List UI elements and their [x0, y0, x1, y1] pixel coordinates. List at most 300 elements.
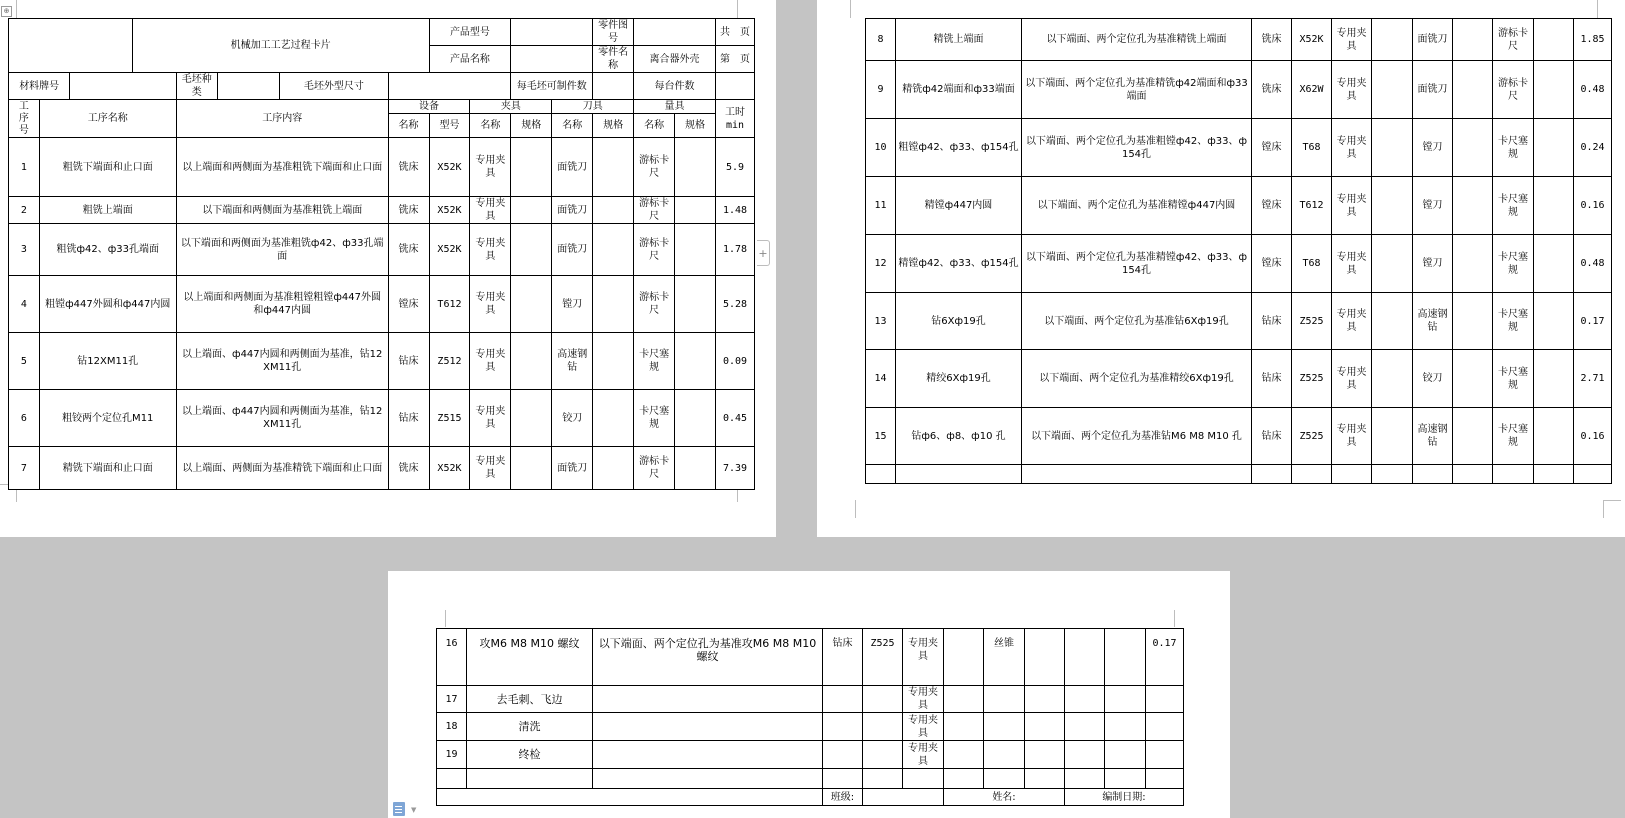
fixture-name-cell[interactable]: 专用夹具: [903, 741, 944, 769]
equipment-name-cell[interactable]: 镗床: [388, 276, 429, 333]
product-model-label: 产品型号: [429, 19, 511, 46]
cutter-spec-cell[interactable]: [1025, 769, 1065, 789]
table-move-handle-icon[interactable]: ⊕: [1, 6, 12, 17]
name-cell[interactable]: 粗铣上端面: [39, 197, 176, 224]
name-cell[interactable]: 攻M6 M8 M10 螺纹: [467, 629, 593, 686]
cutter-name-cell[interactable]: [1413, 465, 1453, 484]
cutter-name-cell[interactable]: 面铣刀: [1413, 19, 1453, 61]
content-cell[interactable]: 以下端面、两个定位孔为基准精镗ф447内圆: [1022, 177, 1252, 235]
seq-cell[interactable]: 8: [866, 19, 896, 61]
seq-cell[interactable]: 4: [9, 276, 40, 333]
cutter-name-cell[interactable]: 铰刀: [552, 390, 593, 447]
equipment-model-cell[interactable]: T612: [429, 276, 470, 333]
cutter-spec-cell[interactable]: [1453, 61, 1493, 119]
gauge-spec-cell[interactable]: [675, 197, 716, 224]
time-cell[interactable]: 0.48: [1574, 61, 1612, 119]
gauge-spec-cell[interactable]: [1534, 408, 1574, 465]
process-card-table-page3: [436, 628, 1184, 806]
gauge-name-cell[interactable]: [1065, 741, 1105, 769]
seq-cell[interactable]: 18: [437, 713, 467, 741]
seq-cell[interactable]: 14: [866, 350, 896, 408]
signature-row: [437, 789, 1184, 806]
fixture-name-cell[interactable]: 专用夹具: [470, 447, 511, 490]
equipment-model-cell[interactable]: X52K: [429, 138, 470, 197]
cutter-spec-cell[interactable]: [593, 447, 634, 490]
fixture-spec-cell[interactable]: [1372, 235, 1413, 293]
time-cell[interactable]: 0.16: [1574, 408, 1612, 465]
fixture-name-cell[interactable]: 专用夹具: [470, 197, 511, 224]
pieces-per-unit-value[interactable]: [715, 73, 754, 100]
gauge-spec-cell[interactable]: [1534, 350, 1574, 408]
cutter-name-cell[interactable]: 面铣刀: [1413, 61, 1453, 119]
seq-cell[interactable]: 11: [866, 177, 896, 235]
content-cell[interactable]: 以下端面、两个定位孔为基准钻M6 M8 M10 孔: [1022, 408, 1252, 465]
time-cell[interactable]: [1146, 686, 1184, 713]
equipment-model-cell[interactable]: Z525: [1292, 350, 1332, 408]
time-cell[interactable]: 5.28: [715, 276, 754, 333]
table-row: [437, 741, 1184, 769]
gauge-name-cell[interactable]: [1065, 629, 1105, 686]
gauge-spec-cell[interactable]: [1534, 235, 1574, 293]
name-cell[interactable]: 粗铣ф42、ф33孔端面: [39, 224, 176, 276]
table-row: [866, 293, 1625, 350]
name-cell[interactable]: 粗镗ф42、ф33、ф154孔: [896, 119, 1022, 177]
cutter-spec-cell[interactable]: [1453, 177, 1493, 235]
seq-cell[interactable]: [437, 769, 467, 789]
equipment-model-cell[interactable]: T68: [1292, 119, 1332, 177]
cutter-name-cell[interactable]: [984, 741, 1025, 769]
fixture-spec-cell[interactable]: [1372, 119, 1413, 177]
content-cell[interactable]: 以下端面和两侧面为基准粗铣上端面: [176, 197, 388, 224]
name-cell[interactable]: 清洗: [467, 713, 593, 741]
equipment-name-cell[interactable]: 铣床: [1252, 61, 1292, 119]
logo-cell: [9, 19, 133, 73]
content-cell[interactable]: 以下端面、两个定位孔为基准精铣上端面: [1022, 19, 1252, 61]
content-cell[interactable]: [1022, 465, 1252, 484]
fixture-name-cell[interactable]: 专用夹具: [1332, 119, 1372, 177]
equipment-name-cell[interactable]: [823, 713, 863, 741]
blank-size-value[interactable]: [388, 73, 511, 100]
time-cell[interactable]: [1146, 713, 1184, 741]
fixture-name-cell[interactable]: [903, 769, 944, 789]
fixture-name-cell[interactable]: 专用夹具: [470, 138, 511, 197]
seq-cell[interactable]: 10: [866, 119, 896, 177]
cutter-spec-cell[interactable]: [1025, 629, 1065, 686]
fixture-spec-cell[interactable]: [1372, 293, 1413, 350]
blank-type-label: 毛坯种类: [176, 73, 217, 100]
gauge-spec-cell[interactable]: [1534, 293, 1574, 350]
cutter-spec-cell[interactable]: [1453, 235, 1493, 293]
gauge-name-cell[interactable]: [1065, 686, 1105, 713]
material-value[interactable]: [70, 73, 176, 100]
crop-mark: [850, 0, 851, 18]
equipment-model-cell[interactable]: X52K: [1292, 19, 1332, 61]
fixture-name-cell[interactable]: 专用夹具: [1332, 350, 1372, 408]
seq-cell[interactable]: 6: [9, 390, 40, 447]
fixture-name-cell[interactable]: 专用夹具: [1332, 61, 1372, 119]
cutter-spec-cell[interactable]: [1025, 686, 1065, 713]
table-row: [9, 197, 755, 224]
cutter-name-cell[interactable]: 高速钢钻: [1413, 408, 1453, 465]
time-cell[interactable]: [1146, 769, 1184, 789]
name-cell[interactable]: 粗镗ф447外圆和ф447内圆: [39, 276, 176, 333]
equipment-model-cell[interactable]: Z525: [1292, 408, 1332, 465]
fixture-name-cell[interactable]: 专用夹具: [1332, 177, 1372, 235]
seq-cell[interactable]: 19: [437, 741, 467, 769]
cutter-spec-cell[interactable]: [1025, 741, 1065, 769]
cutter-name-cell[interactable]: 镗刀: [1413, 119, 1453, 177]
equipment-model-cell[interactable]: [863, 741, 903, 769]
add-row-plus-icon[interactable]: +: [757, 240, 770, 266]
sub-header-gauge-spec: 规格: [675, 114, 716, 138]
content-cell[interactable]: 以下端面、两个定位孔为基准攻M6 M8 M10 螺纹: [593, 629, 823, 686]
name-cell[interactable]: 精铣下端面和止口面: [39, 447, 176, 490]
fixture-name-cell[interactable]: 专用夹具: [903, 686, 944, 713]
equipment-name-cell[interactable]: 镗床: [1252, 119, 1292, 177]
fixture-name-cell[interactable]: 专用夹具: [470, 333, 511, 390]
content-cell[interactable]: [593, 769, 823, 789]
content-cell[interactable]: 以上端面和两侧面为基准粗铣下端面和止口面: [176, 138, 388, 197]
cutter-name-cell[interactable]: 高速钢钻: [1413, 293, 1453, 350]
col-header-name: 工序名称: [39, 100, 176, 138]
cutter-spec-cell[interactable]: [593, 276, 634, 333]
fixture-name-cell[interactable]: 专用夹具: [470, 276, 511, 333]
gauge-spec-cell[interactable]: [1105, 713, 1146, 741]
content-cell[interactable]: [593, 686, 823, 713]
sub-header-fixture-name: 名称: [470, 114, 511, 138]
total-pages-label: 共 页: [715, 19, 754, 46]
seq-cell[interactable]: 9: [866, 61, 896, 119]
gauge-spec-cell[interactable]: [1105, 741, 1146, 769]
time-cell[interactable]: 7.39: [715, 447, 754, 490]
content-cell[interactable]: 以下端面、两个定位孔为基准精绞6Xф19孔: [1022, 350, 1252, 408]
equipment-name-cell[interactable]: 铣床: [1252, 19, 1292, 61]
content-cell[interactable]: 以下端面、两个定位孔为基准精镗ф42、ф33、ф154孔: [1022, 235, 1252, 293]
product-model-value[interactable]: [511, 19, 593, 46]
table-row: [866, 119, 1625, 177]
fixture-name-cell[interactable]: 专用夹具: [1332, 235, 1372, 293]
equipment-model-cell[interactable]: [1292, 465, 1332, 484]
equipment-model-cell[interactable]: X52K: [429, 224, 470, 276]
name-cell[interactable]: 钻6Xф19孔: [896, 293, 1022, 350]
process-card-table-page1: [8, 18, 755, 490]
cutter-name-cell[interactable]: [984, 713, 1025, 741]
paste-options-document-icon[interactable]: [393, 802, 405, 816]
equipment-name-cell[interactable]: 铣床: [388, 138, 429, 197]
gauge-spec-cell[interactable]: [675, 390, 716, 447]
equipment-name-cell[interactable]: 钻床: [388, 333, 429, 390]
cutter-name-cell[interactable]: 镗刀: [552, 276, 593, 333]
fixture-spec-cell[interactable]: [1372, 408, 1413, 465]
gauge-spec-cell[interactable]: [1534, 177, 1574, 235]
gauge-name-cell[interactable]: 游标卡尺: [1493, 61, 1534, 119]
fixture-spec-cell[interactable]: [511, 224, 552, 276]
time-cell[interactable]: 0.17: [1146, 629, 1184, 686]
name-cell[interactable]: 粗铣下端面和止口面: [39, 138, 176, 197]
time-cell[interactable]: [1146, 741, 1184, 769]
time-cell[interactable]: 0.48: [1574, 235, 1612, 293]
cutter-name-cell[interactable]: [984, 686, 1025, 713]
fixture-name-cell[interactable]: 专用夹具: [1332, 408, 1372, 465]
cutter-spec-cell[interactable]: [593, 224, 634, 276]
fixture-spec-cell[interactable]: [1372, 19, 1413, 61]
name-field[interactable]: [944, 789, 1065, 806]
content-cell[interactable]: 以上端面、ф447内圆和两侧面为基准，钻12XM11孔: [176, 390, 388, 447]
table-row: [866, 177, 1625, 235]
gauge-name-cell[interactable]: 卡尺塞规: [1493, 119, 1534, 177]
time-cell[interactable]: 5.9: [715, 138, 754, 197]
class-field[interactable]: [823, 789, 863, 806]
cutter-name-cell[interactable]: 面铣刀: [552, 197, 593, 224]
gauge-spec-cell[interactable]: [1534, 465, 1574, 484]
name-cell[interactable]: [896, 465, 1022, 484]
gauge-spec-cell[interactable]: [1105, 769, 1146, 789]
gauge-name-cell[interactable]: 游标卡尺: [634, 276, 675, 333]
gauge-name-cell[interactable]: [1065, 769, 1105, 789]
fixture-name-cell[interactable]: 专用夹具: [903, 713, 944, 741]
seq-cell[interactable]: 7: [9, 447, 40, 490]
cutter-name-cell[interactable]: 面铣刀: [552, 447, 593, 490]
name-cell[interactable]: 精镗ф42、ф33、ф154孔: [896, 235, 1022, 293]
fixture-name-cell[interactable]: 专用夹具: [903, 629, 944, 686]
gauge-name-cell[interactable]: 卡尺塞规: [634, 390, 675, 447]
fixture-spec-cell[interactable]: [1372, 177, 1413, 235]
fixture-spec-cell[interactable]: [511, 197, 552, 224]
content-cell[interactable]: 以下端面、两个定位孔为基准粗镗ф42、ф33、ф154孔: [1022, 119, 1252, 177]
col-header-equipment: 设备: [388, 100, 470, 114]
equipment-name-cell[interactable]: 铣床: [388, 197, 429, 224]
fixture-spec-cell[interactable]: [511, 276, 552, 333]
date-field[interactable]: [1065, 789, 1184, 806]
cutter-name-cell[interactable]: 镗刀: [1413, 235, 1453, 293]
name-cell[interactable]: 终检: [467, 741, 593, 769]
seq-cell[interactable]: 1: [9, 138, 40, 197]
sub-header-cutter-name: 名称: [552, 114, 593, 138]
fixture-name-cell[interactable]: 专用夹具: [470, 390, 511, 447]
table-row: [9, 224, 755, 276]
gauge-name-cell[interactable]: [1493, 465, 1534, 484]
name-cell[interactable]: 钻ф6、ф8、ф10 孔: [896, 408, 1022, 465]
seq-cell[interactable]: 13: [866, 293, 896, 350]
gauge-spec-cell[interactable]: [1105, 686, 1146, 713]
fixture-spec-cell[interactable]: [511, 138, 552, 197]
gauge-spec-cell[interactable]: [1534, 61, 1574, 119]
content-cell[interactable]: 以上端面、两侧面为基准精铣下端面和止口面: [176, 447, 388, 490]
name-cell[interactable]: 钻12XM11孔: [39, 333, 176, 390]
name-cell[interactable]: 精绞6Xф19孔: [896, 350, 1022, 408]
fixture-spec-cell[interactable]: [1372, 350, 1413, 408]
content-cell[interactable]: 以下端面、两个定位孔为基准钻6Xф19孔: [1022, 293, 1252, 350]
material-label: 材料牌号: [9, 73, 70, 100]
time-unit: min: [725, 119, 745, 131]
equipment-model-cell[interactable]: T612: [1292, 177, 1332, 235]
equipment-model-cell[interactable]: [863, 686, 903, 713]
cutter-spec-cell[interactable]: [593, 333, 634, 390]
fixture-spec-cell[interactable]: [944, 769, 984, 789]
equipment-model-cell[interactable]: X52K: [429, 447, 470, 490]
name-cell[interactable]: 精铣上端面: [896, 19, 1022, 61]
time-cell[interactable]: 0.16: [1574, 177, 1612, 235]
gauge-spec-cell[interactable]: [675, 224, 716, 276]
fixture-name-cell[interactable]: 专用夹具: [1332, 19, 1372, 61]
cutter-name-cell[interactable]: 镗刀: [1413, 177, 1453, 235]
content-cell[interactable]: 以上端面和两侧面为基准粗镗粗镗ф447外圆和ф447内圆: [176, 276, 388, 333]
equipment-name-cell[interactable]: 钻床: [1252, 350, 1292, 408]
content-cell[interactable]: [593, 741, 823, 769]
name-cell[interactable]: [467, 769, 593, 789]
seq-cell[interactable]: 5: [9, 333, 40, 390]
fixture-name-cell[interactable]: [1332, 465, 1372, 484]
equipment-model-cell[interactable]: [863, 769, 903, 789]
col-header-seq: 工序号: [9, 100, 40, 138]
time-cell[interactable]: [1574, 465, 1612, 484]
cutter-spec-cell[interactable]: [1025, 713, 1065, 741]
content-cell[interactable]: [593, 713, 823, 741]
table-row: [437, 713, 1184, 741]
gauge-name-cell[interactable]: 卡尺塞规: [1493, 235, 1534, 293]
seq-cell[interactable]: 3: [9, 224, 40, 276]
equipment-name-cell[interactable]: [823, 686, 863, 713]
table-row: [437, 629, 1184, 686]
crop-mark: [1597, 0, 1615, 18]
gauge-spec-cell[interactable]: [1105, 629, 1146, 686]
process-card-table-page2: [865, 18, 1625, 484]
fixture-spec-cell[interactable]: [944, 686, 984, 713]
equipment-name-cell[interactable]: 钻床: [1252, 293, 1292, 350]
name-cell[interactable]: 去毛刺、飞边: [467, 686, 593, 713]
fixture-spec-cell[interactable]: [944, 629, 984, 686]
equipment-name-cell[interactable]: [823, 741, 863, 769]
seq-cell[interactable]: 12: [866, 235, 896, 293]
time-cell[interactable]: 0.45: [715, 390, 754, 447]
part-drawing-no-value[interactable]: [634, 19, 716, 46]
equipment-name-cell[interactable]: 钻床: [823, 629, 863, 686]
time-cell[interactable]: 0.09: [715, 333, 754, 390]
gauge-spec-cell[interactable]: [675, 333, 716, 390]
fixture-spec-cell[interactable]: [511, 390, 552, 447]
crop-mark: [428, 610, 446, 627]
gauge-name-cell[interactable]: 卡尺塞规: [1493, 350, 1534, 408]
name-cell[interactable]: 精铣ф42端面和ф33端面: [896, 61, 1022, 119]
equipment-name-cell[interactable]: [1252, 465, 1292, 484]
time-cell[interactable]: 1.78: [715, 224, 754, 276]
seq-cell[interactable]: [866, 465, 896, 484]
cutter-name-cell[interactable]: 高速钢钻: [552, 333, 593, 390]
content-cell[interactable]: 以下端面、两个定位孔为基准精铣ф42端面和ф33端面: [1022, 61, 1252, 119]
fixture-spec-cell[interactable]: [944, 713, 984, 741]
equipment-name-cell[interactable]: 钻床: [1252, 408, 1292, 465]
seq-cell[interactable]: 2: [9, 197, 40, 224]
time-cell[interactable]: 0.24: [1574, 119, 1612, 177]
content-cell[interactable]: 以下端面和两侧面为基准粗铣ф42、ф33孔端面: [176, 224, 388, 276]
fixture-name-cell[interactable]: 专用夹具: [1332, 293, 1372, 350]
name-cell[interactable]: 粗铰两个定位孔M11: [39, 390, 176, 447]
part-name-label: 零件名称: [593, 46, 634, 73]
gauge-spec-cell[interactable]: [1534, 19, 1574, 61]
seq-cell[interactable]: 15: [866, 408, 896, 465]
equipment-name-cell[interactable]: 铣床: [388, 447, 429, 490]
chevron-down-icon[interactable]: ▼: [411, 806, 417, 814]
equipment-model-cell[interactable]: X52K: [429, 197, 470, 224]
fixture-spec-cell[interactable]: [944, 741, 984, 769]
gauge-spec-cell[interactable]: [675, 276, 716, 333]
gauge-name-cell[interactable]: 游标卡尺: [634, 224, 675, 276]
time-cell[interactable]: 2.71: [1574, 350, 1612, 408]
fixture-spec-cell[interactable]: [511, 333, 552, 390]
gauge-name-cell[interactable]: 卡尺塞规: [1493, 408, 1534, 465]
equipment-model-cell[interactable]: T68: [1292, 235, 1332, 293]
cutter-spec-cell[interactable]: [593, 197, 634, 224]
gauge-name-cell[interactable]: 卡尺塞规: [634, 333, 675, 390]
table-row: [866, 350, 1625, 408]
gauge-spec-cell[interactable]: [1534, 119, 1574, 177]
gauge-spec-cell[interactable]: [675, 447, 716, 490]
equipment-model-cell[interactable]: X62W: [1292, 61, 1332, 119]
content-cell[interactable]: 以上端面、ф447内圆和两侧面为基准，钻12XM11孔: [176, 333, 388, 390]
gauge-name-cell[interactable]: 游标卡尺: [634, 447, 675, 490]
cutter-name-cell[interactable]: 丝锥: [984, 629, 1025, 686]
seq-cell[interactable]: 16: [437, 629, 467, 686]
col-header-content: 工序内容: [176, 100, 388, 138]
equipment-name-cell[interactable]: [823, 769, 863, 789]
cutter-spec-cell[interactable]: [593, 390, 634, 447]
name-cell[interactable]: 精镗ф447内圆: [896, 177, 1022, 235]
part-name-value[interactable]: 离合器外壳: [634, 46, 716, 73]
cutter-spec-cell[interactable]: [1453, 119, 1493, 177]
equipment-model-cell[interactable]: Z525: [1292, 293, 1332, 350]
equipment-name-cell[interactable]: 铣床: [388, 224, 429, 276]
fixture-spec-cell[interactable]: [1372, 465, 1413, 484]
cutter-spec-cell[interactable]: [1453, 19, 1493, 61]
equipment-model-cell[interactable]: Z512: [429, 333, 470, 390]
pieces-per-blank-value[interactable]: [593, 73, 634, 100]
gauge-name-cell[interactable]: 游标卡尺: [634, 197, 675, 224]
cutter-spec-cell[interactable]: [1453, 465, 1493, 484]
gauge-name-cell[interactable]: 游标卡尺: [634, 138, 675, 197]
gauge-spec-cell[interactable]: [675, 138, 716, 197]
gauge-name-cell[interactable]: 卡尺塞规: [1493, 293, 1534, 350]
time-cell[interactable]: 0.17: [1574, 293, 1612, 350]
gauge-name-cell[interactable]: [1065, 713, 1105, 741]
fixture-name-cell[interactable]: 专用夹具: [470, 224, 511, 276]
equipment-model-cell[interactable]: Z525: [863, 629, 903, 686]
time-cell[interactable]: 1.48: [715, 197, 754, 224]
cutter-name-cell[interactable]: 面铣刀: [552, 224, 593, 276]
seq-cell[interactable]: 17: [437, 686, 467, 713]
equipment-model-cell[interactable]: Z515: [429, 390, 470, 447]
equipment-name-cell[interactable]: 镗床: [1252, 235, 1292, 293]
gauge-name-cell[interactable]: 游标卡尺: [1493, 19, 1534, 61]
cutter-spec-cell[interactable]: [1453, 408, 1493, 465]
cutter-name-cell[interactable]: 铰刀: [1413, 350, 1453, 408]
product-name-value[interactable]: [511, 46, 593, 73]
blank-type-value[interactable]: [217, 73, 279, 100]
fixture-spec-cell[interactable]: [1372, 61, 1413, 119]
table-row: [9, 276, 755, 333]
equipment-name-cell[interactable]: 镗床: [1252, 177, 1292, 235]
equipment-model-cell[interactable]: [863, 713, 903, 741]
cutter-name-cell[interactable]: 面铣刀: [552, 138, 593, 197]
gauge-name-cell[interactable]: 卡尺塞规: [1493, 177, 1534, 235]
fixture-spec-cell[interactable]: [511, 447, 552, 490]
cutter-name-cell[interactable]: [984, 769, 1025, 789]
table-row: [866, 19, 1625, 61]
cutter-spec-cell[interactable]: [1453, 293, 1493, 350]
time-cell[interactable]: 1.85: [1574, 19, 1612, 61]
equipment-name-cell[interactable]: 钻床: [388, 390, 429, 447]
cutter-spec-cell[interactable]: [593, 138, 634, 197]
cutter-spec-cell[interactable]: [1453, 350, 1493, 408]
